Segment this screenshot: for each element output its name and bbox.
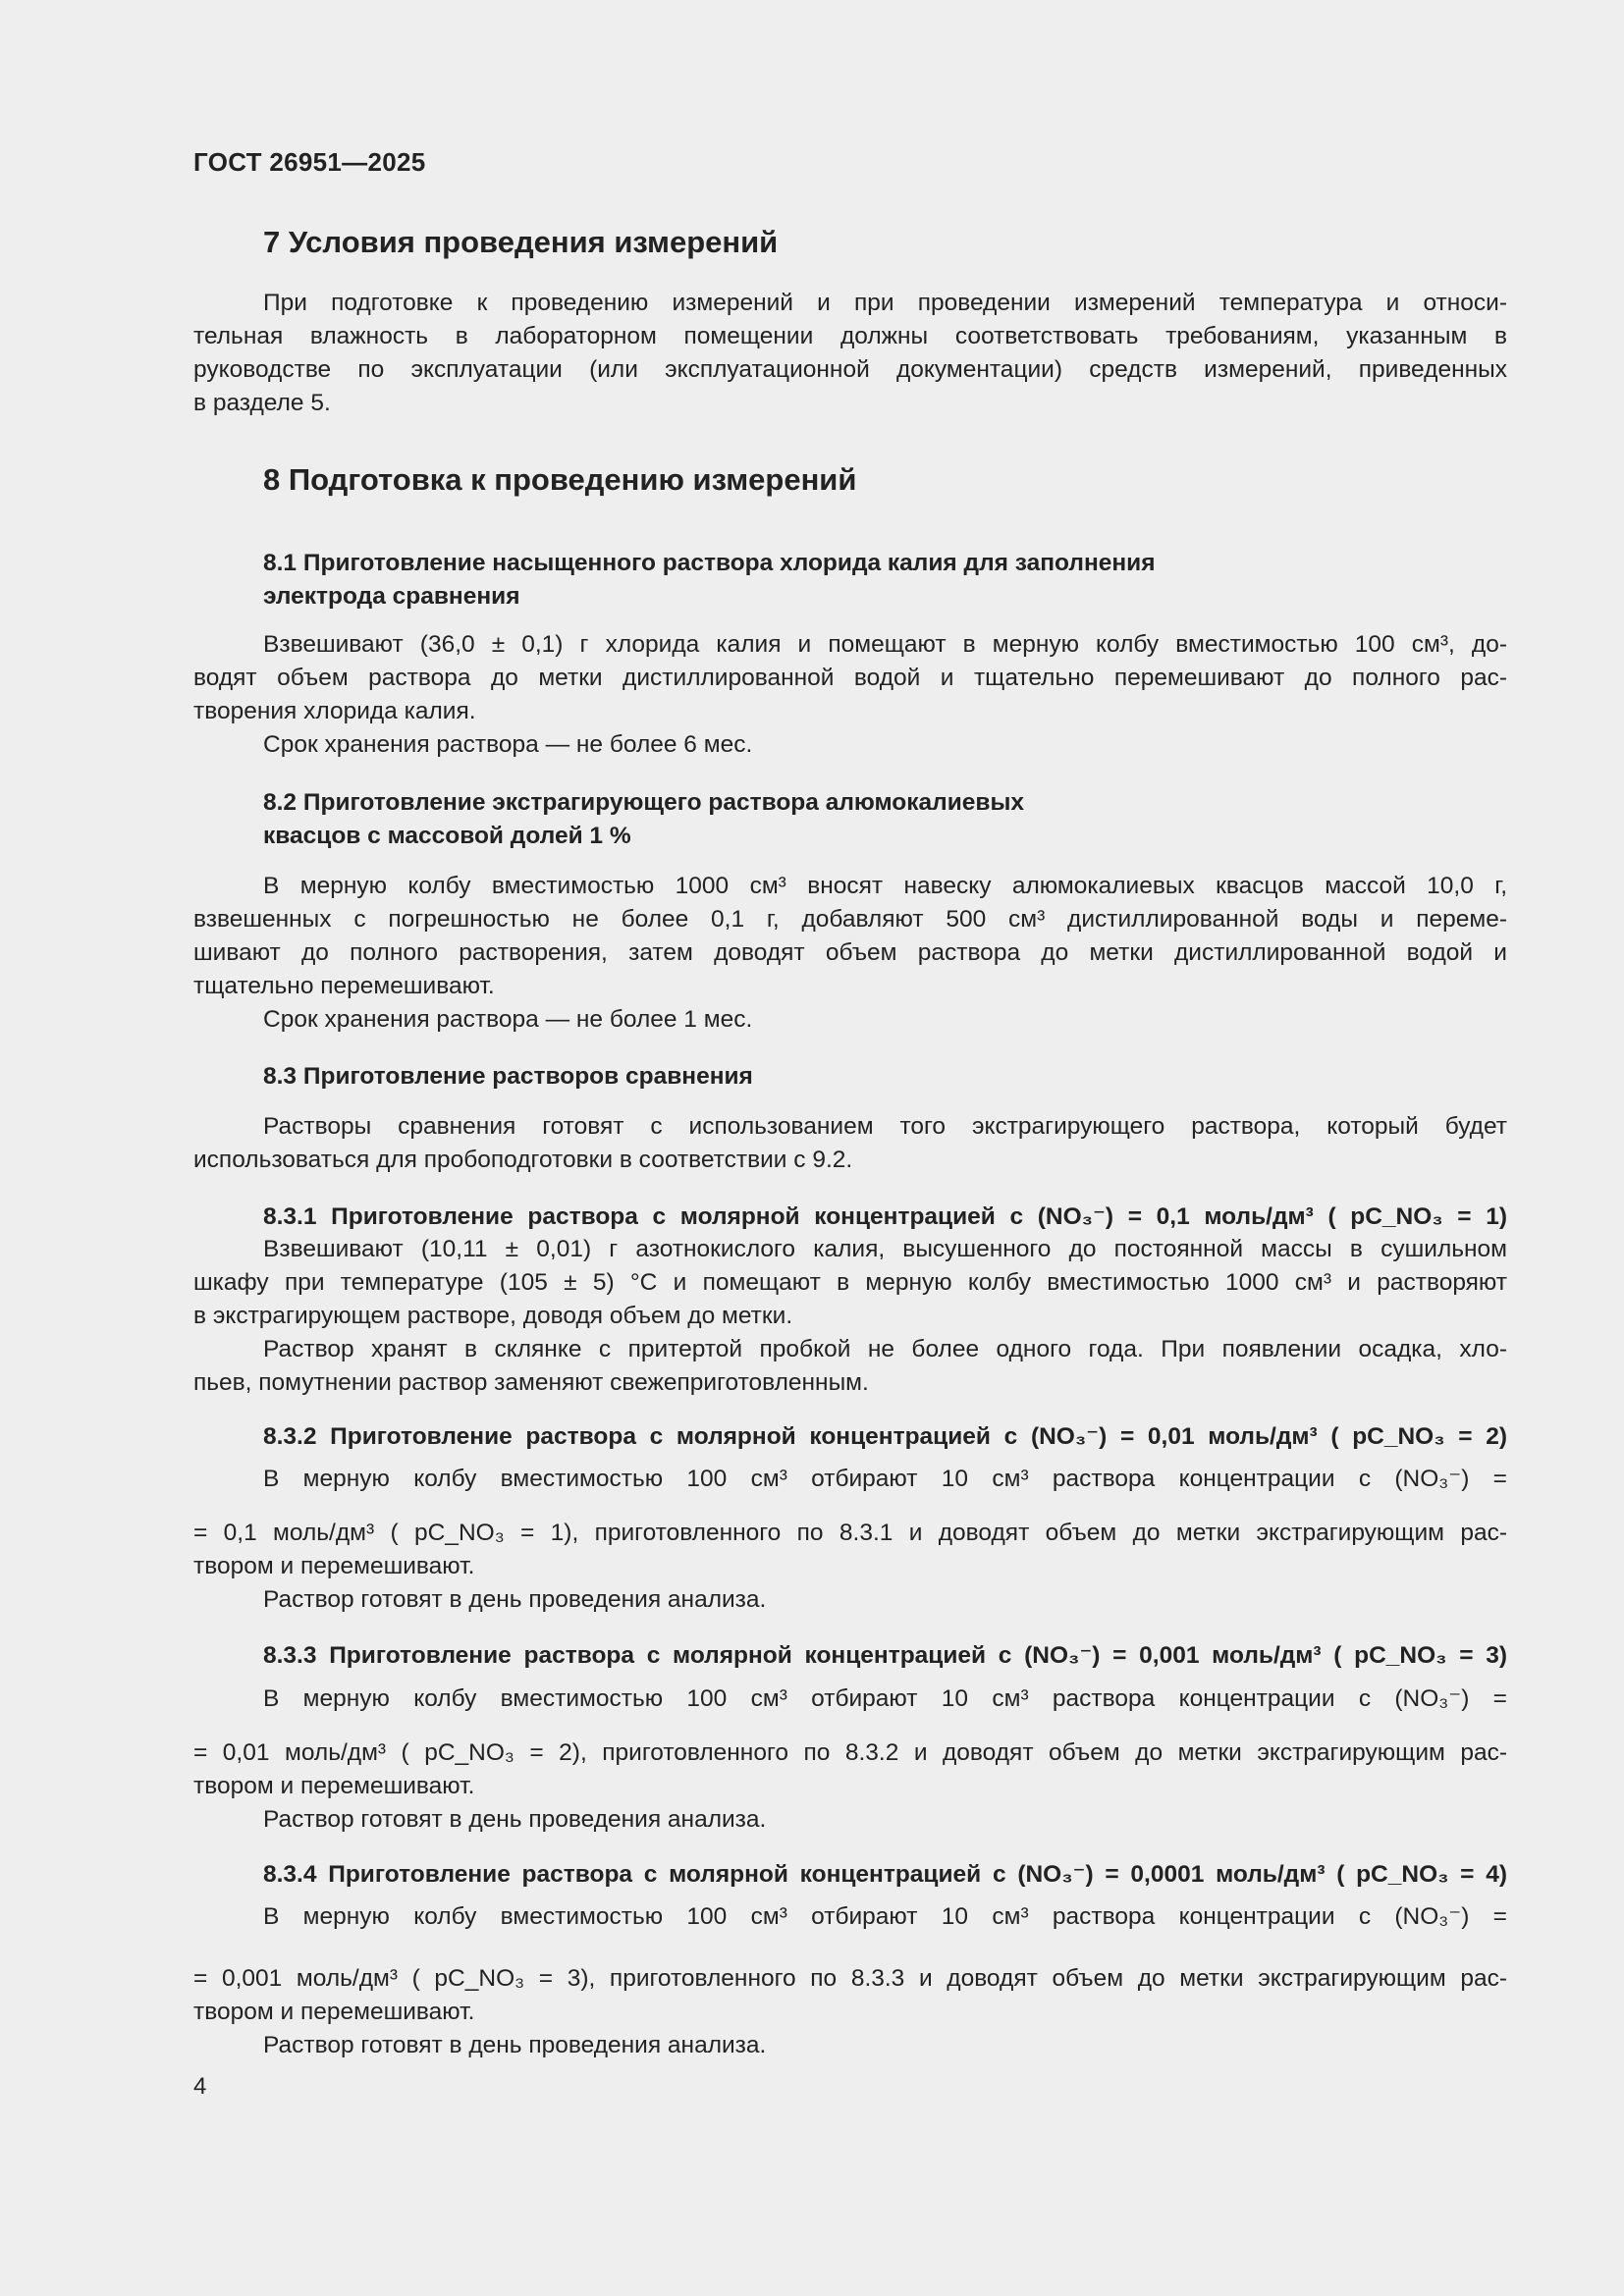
text-line: использоваться для пробоподготовки в соответствии с 9.2. [193, 1147, 853, 1173]
text-line: твором и перемешивают. [193, 1773, 475, 1799]
document-code: ГОСТ 26951—2025 [193, 147, 426, 177]
subsection-8-3-3-title: 8.3.3 Приготовление раствора с молярной концентрацией c (NO₃⁻) = 0,001 моль/дм³ ( pC_NO₃ = 3) [263, 1642, 1507, 1669]
text-line: = 0,01 моль/дм³ ( pC_NO₃ = 2), приготовленного по 8.3.2 и доводят объем до метки экстрагирующим рас- [193, 1739, 1507, 1766]
text-line: При подготовке к проведению измерений и при проведении измерений температура и относи- [263, 290, 1507, 316]
text-line: Раствор готовят в день проведения анализа. [263, 2032, 767, 2058]
text-line: в экстрагирующем растворе, доводя объем до метки. [193, 1303, 793, 1329]
text-line: = 0,001 моль/дм³ ( pC_NO₃ = 3), приготовленного по 8.3.3 и доводят объем до метки экстрагирующим рас- [193, 1965, 1507, 1992]
text-line: творения хлорида калия. [193, 698, 476, 724]
heading-line: электрода сравнения [263, 583, 520, 610]
text-line: в разделе 5. [193, 390, 331, 416]
subsection-8-3-2-title: 8.3.2 Приготовление раствора с молярной концентрацией c (NO₃⁻) = 0,01 моль/дм³ ( pC_NO₃ = 2) [263, 1423, 1507, 1450]
subsection-8-3-4-body [193, 1900, 1507, 1934]
text-line: В мерную колбу вместимостью 100 см³ отбирают 10 см³ раствора концентрации c (NO₃⁻) = [263, 1685, 1507, 1712]
text-line: тщательно перемешивают. [193, 973, 495, 999]
text-line: твором и перемешивают. [193, 1553, 475, 1579]
text-line: В мерную колбу вместимостью 1000 см³ вносят навеску алюмокалиевых квасцов массой 10,0 г, [263, 873, 1507, 899]
subsection-8-3-title: 8.3 Приготовление растворов сравнения [263, 1063, 753, 1090]
subsection-8-2-body [193, 870, 1507, 1037]
page-number: 4 [193, 2073, 207, 2100]
subsection-8-2-title [263, 786, 1024, 853]
section-8-title: 8 Подготовка к проведению измерений [263, 462, 857, 497]
subsection-8-3-1-title: 8.3.1 Приготовление раствора с молярной концентрацией c (NO₃⁻) = 0,1 моль/дм³ ( pC_NO₃ = 1) [263, 1203, 1507, 1230]
text-line: руководстве по эксплуатации (или эксплуатационной документации) средств измерений, приведенных [193, 356, 1507, 383]
subsection-8-3-1-body [193, 1233, 1507, 1400]
text-line: В мерную колбу вместимостью 100 см³ отбирают 10 см³ раствора концентрации c (NO₃⁻) = [263, 1903, 1507, 1930]
section-7-title: 7 Условия проведения измерений [263, 225, 779, 259]
text-line: пьев, помутнении раствор заменяют свежеприготовленным. [193, 1369, 869, 1396]
text-line: Раствор готовят в день проведения анализа. [263, 1806, 767, 1833]
heading-line: 8.2 Приготовление экстрагирующего раствора алюмокалиевых [263, 789, 1024, 816]
text-line: Взвешивают (36,0 ± 0,1) г хлорида калия и помещают в мерную колбу вместимостью 100 см³, до- [263, 631, 1507, 658]
text-line: Раствор готовят в день проведения анализа. [263, 1586, 767, 1613]
text-line: В мерную колбу вместимостью 100 см³ отбирают 10 см³ раствора концентрации c (NO₃⁻) = [263, 1466, 1507, 1492]
text-line: Срок хранения раствора — не более 1 мес. [263, 1006, 753, 1033]
text-line: взвешенных с погрешностью не более 0,1 г, добавляют 500 см³ дистиллированной воды и переме- [193, 906, 1507, 933]
subsection-8-3-2-body [193, 1463, 1507, 1496]
text-line: шивают до полного растворения, затем доводят объем раствора до метки дистиллированной водой и [193, 939, 1507, 966]
subsection-8-1-body [193, 628, 1507, 762]
subsection-8-3-body [193, 1110, 1507, 1177]
subsection-8-3-3-body [193, 1682, 1507, 1716]
subsection-8-3-4-title: 8.3.4 Приготовление раствора с молярной концентрацией c (NO₃⁻) = 0,0001 моль/дм³ ( pC_NO₃ = 4) [263, 1861, 1507, 1888]
text-line: тельная влажность в лабораторном помещении должны соответствовать требованиям, указанным в [193, 323, 1507, 349]
subsection-8-3-2-body-cont [193, 1517, 1507, 1617]
subsection-8-3-4-body-cont [193, 1962, 1507, 2062]
text-line: = 0,1 моль/дм³ ( pC_NO₃ = 1), приготовленного по 8.3.1 и доводят объем до метки экстрагирующим рас- [193, 1520, 1507, 1546]
text-line: шкафу при температуре (105 ± 5) °С и помещают в мерную колбу вместимостью 1000 см³ и растворяют [193, 1269, 1507, 1296]
heading-line: квасцов с массовой долей 1 % [263, 823, 631, 849]
text-line: Растворы сравнения готовят с использованием того экстрагирующего раствора, который будет [263, 1113, 1507, 1140]
subsection-8-3-3-body-cont [193, 1736, 1507, 1837]
text-line: водят объем раствора до метки дистиллированной водой и тщательно перемешивают до полного рас- [193, 665, 1507, 691]
section-7-paragraph [193, 287, 1507, 420]
text-line: Срок хранения раствора — не более 6 мес. [263, 731, 753, 758]
text-line: Взвешивают (10,11 ± 0,01) г азотнокислого калия, высушенного до постоянной массы в сушильном [263, 1236, 1507, 1262]
subsection-8-1-title [263, 547, 1156, 614]
text-line: твором и перемешивают. [193, 1999, 475, 2025]
heading-line: 8.1 Приготовление насыщенного раствора хлорида калия для заполнения [263, 550, 1156, 576]
text-line: Раствор хранят в склянке с притертой пробкой не более одного года. При появлении осадка, хло- [263, 1336, 1507, 1362]
